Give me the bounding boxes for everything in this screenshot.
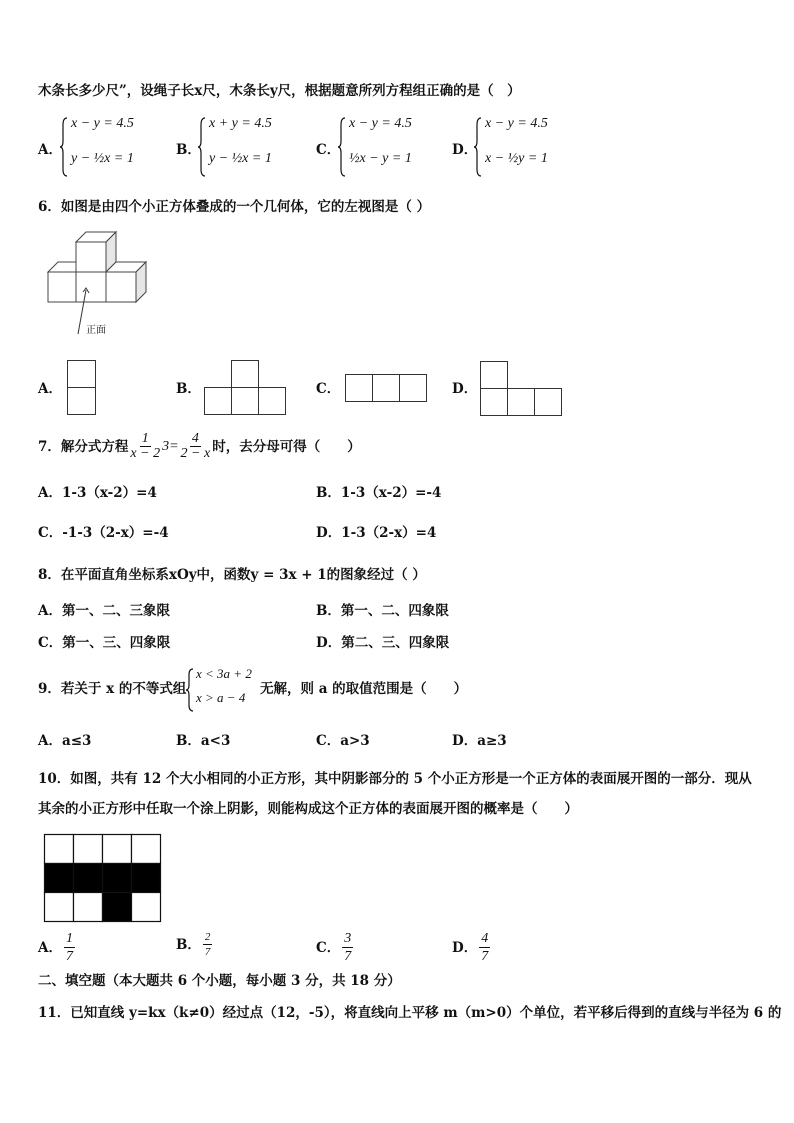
q7-stem <box>38 432 361 461</box>
q10-option-c-label: C． <box>316 939 341 956</box>
left-view-a-figure <box>67 360 97 416</box>
q9-stem-prefix: 9．若关于 x 的不等式组 <box>38 681 187 697</box>
q5-option-c-eq1: x − y = 4.5 <box>349 116 412 131</box>
q5-option-b-eq1: x + y = 4.5 <box>209 116 272 131</box>
q7-option-b[interactable]: B．1-3（x-2）=-4 <box>316 485 442 501</box>
q7-fraction-2-num: 4 <box>191 431 199 446</box>
net-grid-figure <box>44 834 162 922</box>
left-view-b-figure <box>204 360 288 416</box>
q6-stem: 6．如图是由四个小正方体叠成的一个几何体，它的左视图是（ ） <box>38 199 431 215</box>
q10-option-a-label: A． <box>38 939 62 956</box>
q10-option-a-fraction <box>64 930 75 965</box>
q10-option-d[interactable] <box>452 930 492 965</box>
q10-option-b-fraction <box>203 930 213 959</box>
q6-option-b-label: B． <box>176 381 201 397</box>
q8-option-d[interactable]: D．第二、三、四象限 <box>316 635 450 651</box>
q6-option-d-label: D． <box>452 381 478 397</box>
q9-option-b[interactable]: B．a<3 <box>176 733 231 749</box>
q7-fraction-2-den: 2 − x <box>180 446 211 461</box>
left-view-c-figure <box>345 374 429 404</box>
q9-system-line1: x < 3a + 2 <box>196 666 252 681</box>
q9-option-d[interactable]: D．a≥3 <box>452 733 507 749</box>
q11-stem: 11．已知直线 y=kx（k≠0）经过点（12，-5），将直线向上平移 m（m>0）个单位，若平移后得到的直线与半径为 6 的 <box>38 1005 782 1021</box>
q5-stem: 木条长多少尺”，设绳子长x尺，木条长y尺，根据题意所列方程组正确的是（ ） <box>38 83 521 99</box>
q9-stem-suffix: 无解，则 a 的取值范围是（ ） <box>260 681 468 697</box>
q7-option-a[interactable]: A．1-3（x-2）=4 <box>38 485 157 501</box>
q5-option-d-eq1: x − y = 4.5 <box>485 116 548 131</box>
q7-stem-prefix: 7．解分式方程 <box>38 438 129 455</box>
q10-option-d-label: D． <box>452 939 478 956</box>
q10-option-a[interactable] <box>38 930 77 965</box>
q10-option-d-fraction <box>479 930 490 965</box>
q10-option-c-num: 3 <box>344 931 352 946</box>
q8-option-a[interactable]: A．第一、二、三象限 <box>38 603 170 619</box>
q10-option-b-num: 2 <box>204 931 211 943</box>
front-label: 正面 <box>86 325 106 336</box>
q8-stem: 8．在平面直角坐标系xOy中，函数y = 3x + 1的图象经过（ ） <box>38 567 426 583</box>
q7-stem-suffix: 时，去分母可得（ ） <box>212 438 361 455</box>
q10-option-c[interactable] <box>316 930 355 965</box>
q5-option-a-label: A． <box>38 142 62 158</box>
q5-option-a-eq1: x − y = 4.5 <box>71 116 134 131</box>
q10-option-b-label: B． <box>176 936 201 953</box>
q6-option-a-label: A． <box>38 381 62 397</box>
q10-option-a-den: 7 <box>65 949 73 964</box>
q7-fraction-1-num: 1 <box>141 431 149 446</box>
section-heading: 二、填空题（本大题共 6 个小题，每小题 3 分，共 18 分） <box>38 973 401 989</box>
brace-icon <box>474 117 482 177</box>
q10-option-a-num: 1 <box>65 931 73 946</box>
q5-option-c-eq2: ½x − y = 1 <box>349 151 412 166</box>
brace-icon <box>186 668 194 712</box>
q9-option-c[interactable]: C．a>3 <box>316 733 370 749</box>
q7-fraction-2 <box>181 432 211 461</box>
q10-stem-line1: 10．如图，共有 12 个大小相同的小正方形，其中阴影部分的 5 个小正方形是一个正方体的表面展开图的一部分．现从 <box>38 771 752 787</box>
q9-system-line2: x > a − 4 <box>196 690 246 705</box>
q5-option-c-label: C． <box>316 142 341 158</box>
q5-option-d-eq2: x − ½y = 1 <box>485 151 548 166</box>
q10-option-b-den: 7 <box>204 946 211 958</box>
q7-option-d[interactable]: D．1-3（2-x）=4 <box>316 525 437 541</box>
q10-stem-line2: 其余的小正方形中任取一个涂上阴影，则能构成这个正方体的表面展开图的概率是（ ） <box>38 801 578 817</box>
brace-icon <box>198 117 206 177</box>
left-view-d-figure <box>480 361 564 417</box>
q5-option-a-eq2: y − ½x = 1 <box>71 151 134 166</box>
q7-fraction-1 <box>130 432 160 461</box>
q10-option-c-den: 7 <box>344 949 352 964</box>
q10-option-d-num: 4 <box>481 931 489 946</box>
q5-option-d-label: D． <box>452 142 478 158</box>
q10-option-b[interactable] <box>176 930 214 959</box>
q7-fraction-1-den: x − 2 <box>130 446 161 461</box>
q7-option-c[interactable]: C．-1-3（2-x）=-4 <box>38 525 169 541</box>
brace-icon <box>338 117 346 177</box>
q10-option-d-den: 7 <box>481 949 489 964</box>
q10-option-c-fraction <box>342 930 353 965</box>
brace-icon <box>60 117 68 177</box>
q5-option-b-label: B． <box>176 142 201 158</box>
q5-option-b-eq2: y − ½x = 1 <box>209 151 272 166</box>
q6-option-c-label: C． <box>316 381 341 397</box>
q8-option-b[interactable]: B．第一、二、四象限 <box>316 603 449 619</box>
q7-stem-mid: 3= <box>162 438 179 454</box>
q9-option-a[interactable]: A．a≤3 <box>38 733 92 749</box>
q8-option-c[interactable]: C．第一、三、四象限 <box>38 635 171 651</box>
